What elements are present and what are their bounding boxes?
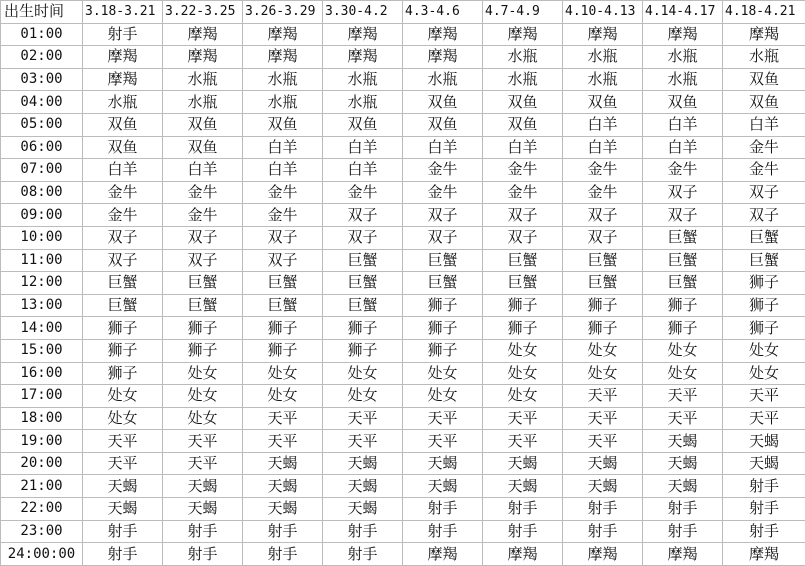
birth-time-cell[interactable]: 21:00 <box>1 475 83 498</box>
rising-sign-cell[interactable]: 金牛 <box>403 159 483 182</box>
rising-sign-cell[interactable]: 双鱼 <box>83 136 163 159</box>
rising-sign-cell[interactable]: 巨蟹 <box>243 272 323 295</box>
birth-time-cell[interactable]: 11:00 <box>1 249 83 272</box>
rising-sign-cell[interactable]: 水瓶 <box>483 46 563 69</box>
rising-sign-cell[interactable]: 狮子 <box>163 317 243 340</box>
rising-sign-cell[interactable]: 双鱼 <box>83 113 163 136</box>
rising-sign-cell[interactable]: 白羊 <box>563 136 643 159</box>
table-row <box>1 520 805 543</box>
rising-sign-cell[interactable]: 处女 <box>83 407 163 430</box>
rising-sign-cell[interactable]: 天平 <box>403 407 483 430</box>
rising-sign-cell[interactable]: 巨蟹 <box>83 272 163 295</box>
birth-time-cell[interactable]: 01:00 <box>1 23 83 46</box>
rising-sign-cell[interactable]: 狮子 <box>483 294 563 317</box>
rising-sign-cell[interactable]: 天蝎 <box>163 498 243 521</box>
rising-sign-cell[interactable]: 处女 <box>243 362 323 385</box>
birth-time-cell[interactable]: 12:00 <box>1 272 83 295</box>
rising-sign-cell[interactable]: 双鱼 <box>483 113 563 136</box>
rising-sign-cell[interactable]: 巨蟹 <box>403 272 483 295</box>
rising-sign-cell[interactable]: 狮子 <box>563 294 643 317</box>
birth-time-cell[interactable]: 15:00 <box>1 339 83 362</box>
birth-time-cell[interactable]: 18:00 <box>1 407 83 430</box>
rising-sign-cell[interactable]: 射手 <box>323 520 403 543</box>
rising-sign-cell[interactable]: 金牛 <box>483 159 563 182</box>
rising-sign-cell[interactable]: 金牛 <box>563 181 643 204</box>
rising-sign-cell[interactable]: 狮子 <box>723 294 805 317</box>
rising-sign-cell[interactable]: 天蝎 <box>643 475 723 498</box>
birth-time-cell[interactable]: 22:00 <box>1 498 83 521</box>
rising-sign-cell[interactable]: 巨蟹 <box>563 272 643 295</box>
rising-sign-cell[interactable]: 双子 <box>643 204 723 227</box>
table-row <box>1 249 805 272</box>
rising-sign-cell[interactable]: 水瓶 <box>563 46 643 69</box>
rising-sign-cell[interactable]: 水瓶 <box>563 68 643 91</box>
rising-sign-cell[interactable]: 天平 <box>483 407 563 430</box>
rising-sign-cell[interactable]: 金牛 <box>83 181 163 204</box>
rising-sign-cell[interactable]: 处女 <box>483 339 563 362</box>
rising-sign-cell[interactable]: 射手 <box>163 520 243 543</box>
rising-sign-cell[interactable]: 金牛 <box>83 204 163 227</box>
rising-sign-cell[interactable]: 金牛 <box>643 159 723 182</box>
rising-sign-cell[interactable]: 天平 <box>163 430 243 453</box>
table-row <box>1 362 805 385</box>
birth-time-cell[interactable]: 07:00 <box>1 159 83 182</box>
rising-sign-cell[interactable]: 射手 <box>243 543 323 566</box>
rising-sign-cell[interactable]: 天蝎 <box>723 452 805 475</box>
rising-sign-cell[interactable]: 水瓶 <box>163 91 243 114</box>
rising-sign-cell[interactable]: 处女 <box>243 385 323 408</box>
rising-sign-cell[interactable]: 金牛 <box>163 181 243 204</box>
column-header-date-range[interactable]: 3.26-3.29 <box>243 1 323 24</box>
rising-sign-cell[interactable]: 天蝎 <box>323 475 403 498</box>
column-header-date-range[interactable]: 4.14-4.17 <box>643 1 723 24</box>
rising-sign-cell[interactable]: 摩羯 <box>163 23 243 46</box>
rising-sign-cell[interactable]: 摩羯 <box>83 68 163 91</box>
rising-sign-cell[interactable]: 摩羯 <box>83 46 163 69</box>
rising-sign-cell[interactable]: 处女 <box>643 339 723 362</box>
rising-sign-cell[interactable]: 天平 <box>563 430 643 453</box>
rising-sign-cell[interactable]: 双子 <box>483 226 563 249</box>
rising-sign-cell[interactable]: 天平 <box>83 430 163 453</box>
rising-sign-cell[interactable]: 摩羯 <box>243 23 323 46</box>
rising-sign-cell[interactable]: 狮子 <box>483 317 563 340</box>
rising-sign-cell[interactable]: 巨蟹 <box>243 294 323 317</box>
rising-sign-cell[interactable]: 天平 <box>163 452 243 475</box>
rising-sign-cell[interactable]: 水瓶 <box>323 68 403 91</box>
rising-sign-cell[interactable]: 天蝎 <box>403 475 483 498</box>
rising-sign-cell[interactable]: 处女 <box>643 362 723 385</box>
rising-sign-cell[interactable]: 天蝎 <box>83 475 163 498</box>
rising-sign-cell[interactable]: 处女 <box>723 339 805 362</box>
rising-sign-cell[interactable]: 双鱼 <box>643 91 723 114</box>
rising-sign-cell[interactable]: 天平 <box>723 385 805 408</box>
rising-sign-cell[interactable]: 双鱼 <box>723 68 805 91</box>
rising-sign-cell[interactable]: 处女 <box>563 362 643 385</box>
rising-sign-cell[interactable]: 天平 <box>323 407 403 430</box>
table-row <box>1 498 805 521</box>
rising-sign-cell[interactable]: 金牛 <box>483 181 563 204</box>
table-row <box>1 543 805 566</box>
rising-sign-cell[interactable]: 处女 <box>323 362 403 385</box>
rising-sign-cell[interactable]: 摩羯 <box>403 543 483 566</box>
rising-sign-cell[interactable]: 巨蟹 <box>403 249 483 272</box>
table-row <box>1 452 805 475</box>
birth-time-cell[interactable]: 16:00 <box>1 362 83 385</box>
rising-sign-cell[interactable]: 狮子 <box>323 339 403 362</box>
rising-sign-cell[interactable]: 摩羯 <box>323 23 403 46</box>
rising-sign-cell[interactable]: 双鱼 <box>403 91 483 114</box>
rising-sign-cell[interactable]: 处女 <box>483 385 563 408</box>
rising-sign-cell[interactable]: 处女 <box>83 385 163 408</box>
rising-sign-cell[interactable]: 处女 <box>403 362 483 385</box>
rising-sign-cell[interactable]: 狮子 <box>723 272 805 295</box>
rising-sign-cell[interactable]: 射手 <box>323 543 403 566</box>
rising-sign-cell[interactable]: 狮子 <box>163 339 243 362</box>
rising-sign-cell[interactable]: 双鱼 <box>163 113 243 136</box>
rising-sign-cell[interactable]: 射手 <box>483 498 563 521</box>
rising-sign-cell[interactable]: 摩羯 <box>723 543 805 566</box>
birth-time-cell[interactable]: 02:00 <box>1 46 83 69</box>
rising-sign-cell[interactable]: 金牛 <box>243 181 323 204</box>
rising-sign-cell[interactable]: 狮子 <box>403 294 483 317</box>
table-row <box>1 226 805 249</box>
rising-sign-cell[interactable]: 处女 <box>563 339 643 362</box>
rising-sign-cell[interactable]: 天蝎 <box>483 475 563 498</box>
rising-sign-cell[interactable]: 天平 <box>83 452 163 475</box>
rising-sign-cell[interactable]: 金牛 <box>403 181 483 204</box>
birth-time-cell[interactable]: 06:00 <box>1 136 83 159</box>
rising-sign-cell[interactable]: 天蝎 <box>723 430 805 453</box>
rising-sign-cell[interactable]: 水瓶 <box>643 68 723 91</box>
rising-sign-cell[interactable]: 水瓶 <box>403 68 483 91</box>
rising-sign-cell[interactable]: 狮子 <box>643 294 723 317</box>
rising-sign-cell[interactable]: 巨蟹 <box>723 226 805 249</box>
rising-sign-cell[interactable]: 金牛 <box>163 204 243 227</box>
rising-sign-cell[interactable]: 白羊 <box>243 159 323 182</box>
rising-sign-cell[interactable]: 狮子 <box>643 317 723 340</box>
birth-time-cell[interactable]: 03:00 <box>1 68 83 91</box>
rising-sign-cell[interactable]: 双子 <box>83 249 163 272</box>
rising-sign-cell[interactable]: 射手 <box>83 520 163 543</box>
rising-sign-cell[interactable]: 白羊 <box>723 113 805 136</box>
rising-sign-cell[interactable]: 天平 <box>643 385 723 408</box>
rising-sign-cell[interactable]: 金牛 <box>723 136 805 159</box>
rising-sign-cell[interactable]: 摩羯 <box>243 46 323 69</box>
rising-sign-cell[interactable]: 巨蟹 <box>643 272 723 295</box>
rising-sign-cell[interactable]: 摩羯 <box>163 46 243 69</box>
rising-sign-cell[interactable]: 金牛 <box>723 159 805 182</box>
rising-sign-cell[interactable]: 天蝎 <box>483 452 563 475</box>
rising-sign-cell[interactable]: 处女 <box>163 407 243 430</box>
rising-sign-cell[interactable]: 水瓶 <box>323 91 403 114</box>
rising-sign-cell[interactable]: 双子 <box>163 249 243 272</box>
rising-sign-cell[interactable]: 天蝎 <box>243 475 323 498</box>
rising-sign-cell[interactable]: 射手 <box>723 498 805 521</box>
rising-sign-cell[interactable]: 天蝎 <box>323 498 403 521</box>
rising-sign-cell[interactable]: 白羊 <box>323 159 403 182</box>
birth-time-cell[interactable]: 05:00 <box>1 113 83 136</box>
rising-sign-cell[interactable]: 巨蟹 <box>563 249 643 272</box>
rising-sign-cell[interactable]: 射手 <box>483 520 563 543</box>
rising-sign-cell[interactable]: 天平 <box>243 430 323 453</box>
column-header-birth-time[interactable]: 出生时间 <box>1 1 83 24</box>
rising-sign-cell[interactable]: 天蝎 <box>83 498 163 521</box>
column-header-date-range[interactable]: 3.18-3.21 <box>83 1 163 24</box>
rising-sign-cell[interactable]: 巨蟹 <box>323 272 403 295</box>
rising-sign-cell[interactable]: 水瓶 <box>163 68 243 91</box>
birth-time-cell[interactable]: 24:00:00 <box>1 543 83 566</box>
rising-sign-cell[interactable]: 处女 <box>163 385 243 408</box>
rising-sign-cell[interactable]: 天蝎 <box>563 475 643 498</box>
rising-sign-cell[interactable]: 水瓶 <box>483 68 563 91</box>
rising-sign-cell[interactable]: 处女 <box>723 362 805 385</box>
rising-sign-cell[interactable]: 双子 <box>723 181 805 204</box>
rising-sign-cell[interactable]: 摩羯 <box>403 46 483 69</box>
rising-sign-cell[interactable]: 处女 <box>323 385 403 408</box>
rising-sign-cell[interactable]: 巨蟹 <box>483 272 563 295</box>
rising-sign-cell[interactable]: 双鱼 <box>323 113 403 136</box>
table-row <box>1 159 805 182</box>
rising-sign-cell[interactable]: 摩羯 <box>483 23 563 46</box>
rising-sign-cell[interactable]: 处女 <box>403 385 483 408</box>
rising-sign-cell[interactable]: 双子 <box>323 226 403 249</box>
rising-sign-cell[interactable]: 双子 <box>643 181 723 204</box>
rising-sign-cell[interactable]: 射手 <box>643 520 723 543</box>
table-row <box>1 46 805 69</box>
column-header-date-range[interactable]: 4.18-4.21 <box>723 1 805 24</box>
rising-sign-cell[interactable]: 天蝎 <box>163 475 243 498</box>
rising-sign-cell[interactable]: 射手 <box>83 543 163 566</box>
rising-sign-cell[interactable]: 巨蟹 <box>483 249 563 272</box>
column-header-date-range[interactable]: 4.7-4.9 <box>483 1 563 24</box>
rising-sign-cell[interactable]: 双鱼 <box>563 91 643 114</box>
birth-time-cell[interactable]: 13:00 <box>1 294 83 317</box>
table-row <box>1 407 805 430</box>
rising-sign-cell[interactable]: 双子 <box>723 204 805 227</box>
rising-sign-cell[interactable]: 处女 <box>163 362 243 385</box>
rising-sign-cell[interactable]: 摩羯 <box>643 543 723 566</box>
table-row <box>1 339 805 362</box>
rising-sign-cell[interactable]: 射手 <box>563 498 643 521</box>
rising-sign-cell[interactable]: 巨蟹 <box>323 294 403 317</box>
rising-sign-cell[interactable]: 白羊 <box>403 136 483 159</box>
rising-sign-cell[interactable]: 巨蟹 <box>163 294 243 317</box>
rising-sign-cell[interactable]: 摩羯 <box>483 543 563 566</box>
rising-sign-cell[interactable]: 白羊 <box>483 136 563 159</box>
header-row <box>1 1 805 24</box>
rising-sign-cell[interactable]: 金牛 <box>243 204 323 227</box>
birth-time-cell[interactable]: 20:00 <box>1 452 83 475</box>
table-row <box>1 317 805 340</box>
rising-sign-cell[interactable]: 狮子 <box>403 317 483 340</box>
rising-sign-cell[interactable]: 双子 <box>483 204 563 227</box>
rising-sign-cell[interactable]: 白羊 <box>83 159 163 182</box>
rising-sign-cell[interactable]: 狮子 <box>83 339 163 362</box>
rising-sign-cell[interactable]: 狮子 <box>723 317 805 340</box>
birth-time-cell[interactable]: 08:00 <box>1 181 83 204</box>
table-row <box>1 272 805 295</box>
rising-sign-cell[interactable]: 双鱼 <box>723 91 805 114</box>
rising-sign-cell[interactable]: 水瓶 <box>243 91 323 114</box>
rising-sign-cell[interactable]: 狮子 <box>563 317 643 340</box>
rising-sign-cell[interactable]: 双子 <box>323 204 403 227</box>
rising-sign-cell[interactable]: 白羊 <box>643 136 723 159</box>
rising-sign-cell[interactable]: 狮子 <box>243 317 323 340</box>
rising-sign-cell[interactable]: 双鱼 <box>243 113 323 136</box>
rising-sign-cell[interactable]: 狮子 <box>83 317 163 340</box>
birth-time-cell[interactable]: 09:00 <box>1 204 83 227</box>
rising-sign-cell[interactable]: 双子 <box>243 226 323 249</box>
rising-sign-cell[interactable]: 白羊 <box>643 113 723 136</box>
rising-sign-cell[interactable]: 狮子 <box>323 317 403 340</box>
birth-time-cell[interactable]: 23:00 <box>1 520 83 543</box>
column-header-date-range[interactable]: 3.22-3.25 <box>163 1 243 24</box>
table-row <box>1 181 805 204</box>
rising-sign-cell[interactable]: 双鱼 <box>403 113 483 136</box>
rising-sign-cell[interactable]: 摩羯 <box>723 23 805 46</box>
rising-sign-cell[interactable]: 狮子 <box>403 339 483 362</box>
rising-sign-cell[interactable]: 水瓶 <box>723 46 805 69</box>
table-row <box>1 294 805 317</box>
rising-sign-cell[interactable]: 处女 <box>483 362 563 385</box>
rising-sign-cell[interactable]: 双子 <box>83 226 163 249</box>
rising-sign-cell[interactable]: 巨蟹 <box>643 249 723 272</box>
rising-sign-cell[interactable]: 天蝎 <box>403 452 483 475</box>
rising-sign-cell[interactable]: 天平 <box>243 407 323 430</box>
table-row <box>1 113 805 136</box>
rising-sign-cell[interactable]: 天蝎 <box>323 452 403 475</box>
column-header-date-range[interactable]: 4.3-4.6 <box>403 1 483 24</box>
rising-sign-cell[interactable]: 巨蟹 <box>723 249 805 272</box>
rising-sign-cell[interactable]: 射手 <box>403 520 483 543</box>
rising-sign-cell[interactable]: 狮子 <box>243 339 323 362</box>
rising-sign-cell[interactable]: 金牛 <box>323 181 403 204</box>
table-body <box>1 23 805 565</box>
rising-sign-cell[interactable]: 天蝎 <box>243 452 323 475</box>
rising-sign-cell[interactable]: 射手 <box>563 520 643 543</box>
rising-sign-cell[interactable]: 巨蟹 <box>643 226 723 249</box>
rising-sign-cell[interactable]: 双子 <box>403 204 483 227</box>
rising-sign-cell[interactable]: 巨蟹 <box>83 294 163 317</box>
rising-sign-cell[interactable]: 双鱼 <box>483 91 563 114</box>
column-header-date-range[interactable]: 4.10-4.13 <box>563 1 643 24</box>
rising-sign-cell[interactable]: 白羊 <box>563 113 643 136</box>
rising-sign-cell[interactable]: 天平 <box>723 407 805 430</box>
table-row <box>1 91 805 114</box>
rising-sign-cell[interactable]: 天蝎 <box>643 452 723 475</box>
rising-sign-cell[interactable]: 天蝎 <box>243 498 323 521</box>
rising-sign-cell[interactable]: 天平 <box>483 430 563 453</box>
rising-sign-cell[interactable]: 天平 <box>403 430 483 453</box>
table-row <box>1 204 805 227</box>
rising-sign-cell[interactable]: 白羊 <box>163 159 243 182</box>
rising-sign-cell[interactable]: 水瓶 <box>243 68 323 91</box>
rising-sign-cell[interactable]: 天平 <box>563 385 643 408</box>
rising-sign-cell[interactable]: 双子 <box>403 226 483 249</box>
rising-sign-cell[interactable]: 射手 <box>403 498 483 521</box>
birth-time-cell[interactable]: 19:00 <box>1 430 83 453</box>
table-row <box>1 23 805 46</box>
rising-sign-cell[interactable]: 天平 <box>563 407 643 430</box>
rising-sign-cell[interactable]: 摩羯 <box>563 543 643 566</box>
rising-sign-cell[interactable]: 射手 <box>723 475 805 498</box>
rising-sign-cell[interactable]: 双子 <box>163 226 243 249</box>
birth-time-cell[interactable]: 17:00 <box>1 385 83 408</box>
birth-time-cell[interactable]: 10:00 <box>1 226 83 249</box>
rising-sign-cell[interactable]: 射手 <box>163 543 243 566</box>
rising-sign-cell[interactable]: 双鱼 <box>163 136 243 159</box>
rising-sign-cell[interactable]: 射手 <box>243 520 323 543</box>
rising-sign-cell[interactable]: 双子 <box>563 204 643 227</box>
column-header-date-range[interactable]: 3.30-4.2 <box>323 1 403 24</box>
rising-sign-cell[interactable]: 摩羯 <box>643 23 723 46</box>
rising-sign-cell[interactable]: 水瓶 <box>83 91 163 114</box>
rising-sign-cell[interactable]: 水瓶 <box>643 46 723 69</box>
rising-sign-cell[interactable]: 摩羯 <box>563 23 643 46</box>
rising-sign-cell[interactable]: 射手 <box>643 498 723 521</box>
rising-sign-cell[interactable]: 双子 <box>243 249 323 272</box>
rising-sign-cell[interactable]: 天蝎 <box>563 452 643 475</box>
rising-sign-cell[interactable]: 天平 <box>643 407 723 430</box>
table-row <box>1 430 805 453</box>
rising-sign-cell[interactable]: 天蝎 <box>643 430 723 453</box>
rising-sign-cell[interactable]: 白羊 <box>323 136 403 159</box>
rising-sign-cell[interactable]: 巨蟹 <box>323 249 403 272</box>
rising-sign-cell[interactable]: 狮子 <box>83 362 163 385</box>
rising-sign-cell[interactable]: 天平 <box>323 430 403 453</box>
table-row <box>1 385 805 408</box>
rising-sign-cell[interactable]: 白羊 <box>243 136 323 159</box>
rising-sign-cell[interactable]: 金牛 <box>563 159 643 182</box>
rising-sign-cell[interactable]: 射手 <box>723 520 805 543</box>
rising-sign-cell[interactable]: 射手 <box>83 23 163 46</box>
rising-sign-cell[interactable]: 摩羯 <box>403 23 483 46</box>
rising-sign-cell[interactable]: 双子 <box>563 226 643 249</box>
table-row <box>1 136 805 159</box>
birth-time-cell[interactable]: 04:00 <box>1 91 83 114</box>
table-row <box>1 68 805 91</box>
rising-sign-cell[interactable]: 巨蟹 <box>163 272 243 295</box>
rising-sign-cell[interactable]: 摩羯 <box>323 46 403 69</box>
table-row <box>1 475 805 498</box>
birth-time-cell[interactable]: 14:00 <box>1 317 83 340</box>
